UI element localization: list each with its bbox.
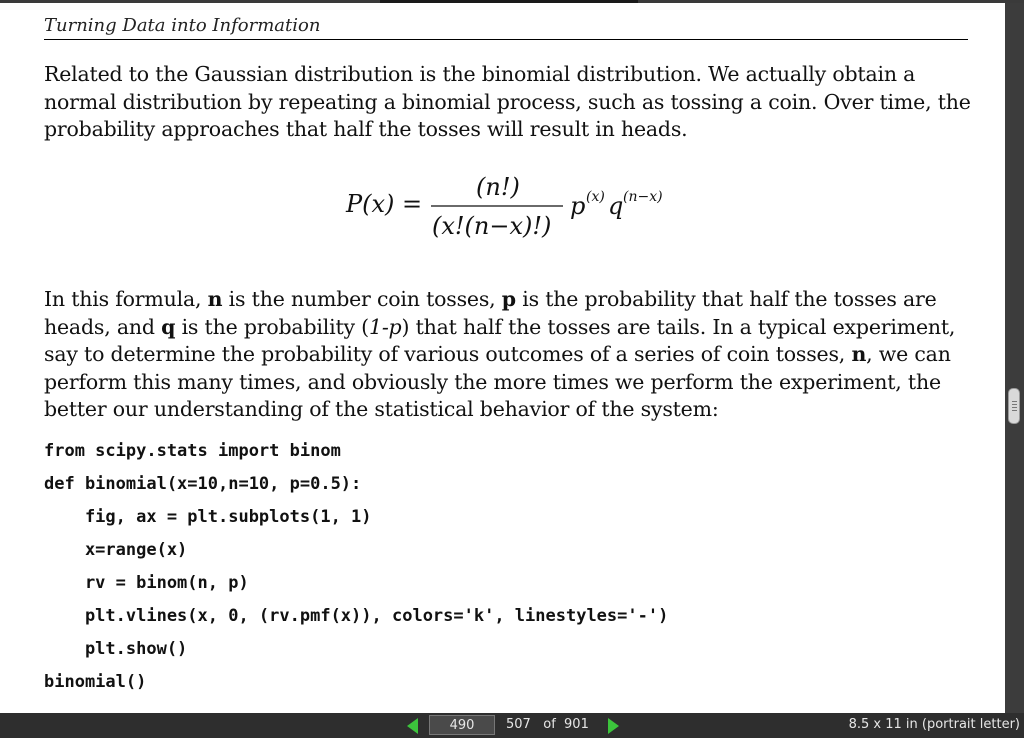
paper-size-label: 8.5 x 11 in (portrait letter) xyxy=(848,717,1020,732)
paragraph-intro: Related to the Gaussian distribution is the binomial distribution. We actually obtain a normal distribution by repeating a binomial process, such as tossing a coin. Over time, the probability approaches that half the tosses will result in heads. xyxy=(44,62,971,141)
formula-q: q xyxy=(608,192,624,220)
arrow-left-icon[interactable] xyxy=(407,718,418,734)
var-n: n xyxy=(851,342,867,366)
code-line: x=range(x) xyxy=(44,540,188,560)
page-count xyxy=(506,717,589,732)
formula-lhs: P(x) = xyxy=(346,190,423,218)
page-number-input[interactable]: 490 xyxy=(429,715,495,735)
code-line: def binomial(x=10,n=10, p=0.5): xyxy=(44,474,362,494)
var-n: n xyxy=(207,287,223,311)
binomial-formula xyxy=(344,168,684,248)
code-line: from scipy.stats import binom xyxy=(44,441,341,461)
text-run: ) that half the tosses are tails. In a typical experiment, say to determine the probability of various outcomes of a series of coin tosses, xyxy=(44,314,956,366)
formula-q-exponent: (n−x) xyxy=(623,189,663,205)
var-one-minus-p: 1-p xyxy=(368,314,402,339)
code-line: plt.show() xyxy=(44,639,188,659)
of-label: of xyxy=(543,717,556,732)
scrollbar-thumb[interactable] xyxy=(1008,388,1020,424)
vertical-scrollbar[interactable] xyxy=(1005,3,1024,713)
var-p: p xyxy=(501,287,516,311)
code-line: plt.vlines(x, 0, (rv.pmf(x)), colors='k', linestyles='-') xyxy=(44,606,669,626)
text-run: , we can perform this many times, and obviously the more times we perform the experiment, the better our understanding of the statistical behavior of the system: xyxy=(44,342,951,421)
text-run: is the probability ( xyxy=(175,314,369,339)
code-line: rv = binom(n, p) xyxy=(44,573,249,593)
formula-p-exponent: (x) xyxy=(586,189,605,205)
document-page xyxy=(0,3,1005,713)
status-bar xyxy=(0,713,1024,738)
text-run: is the number coin tosses, xyxy=(222,287,502,311)
running-head: Turning Data into Information xyxy=(44,15,968,40)
text-run: is the probability that half the tosses are heads, and xyxy=(44,287,937,339)
page-position: 507 xyxy=(506,717,531,732)
var-q: q xyxy=(161,314,176,339)
formula-numerator: (n!) xyxy=(476,173,520,201)
code-line: fig, ax = plt.subplots(1, 1) xyxy=(44,507,372,527)
formula-p: p xyxy=(570,192,586,220)
total-pages: 901 xyxy=(564,717,589,732)
text-run: In this formula, xyxy=(44,287,208,311)
paragraph-explanation xyxy=(44,286,974,424)
arrow-right-icon[interactable] xyxy=(608,718,619,734)
formula-denominator: (x!(n−x)!) xyxy=(432,212,552,240)
code-line: binomial() xyxy=(44,672,147,692)
